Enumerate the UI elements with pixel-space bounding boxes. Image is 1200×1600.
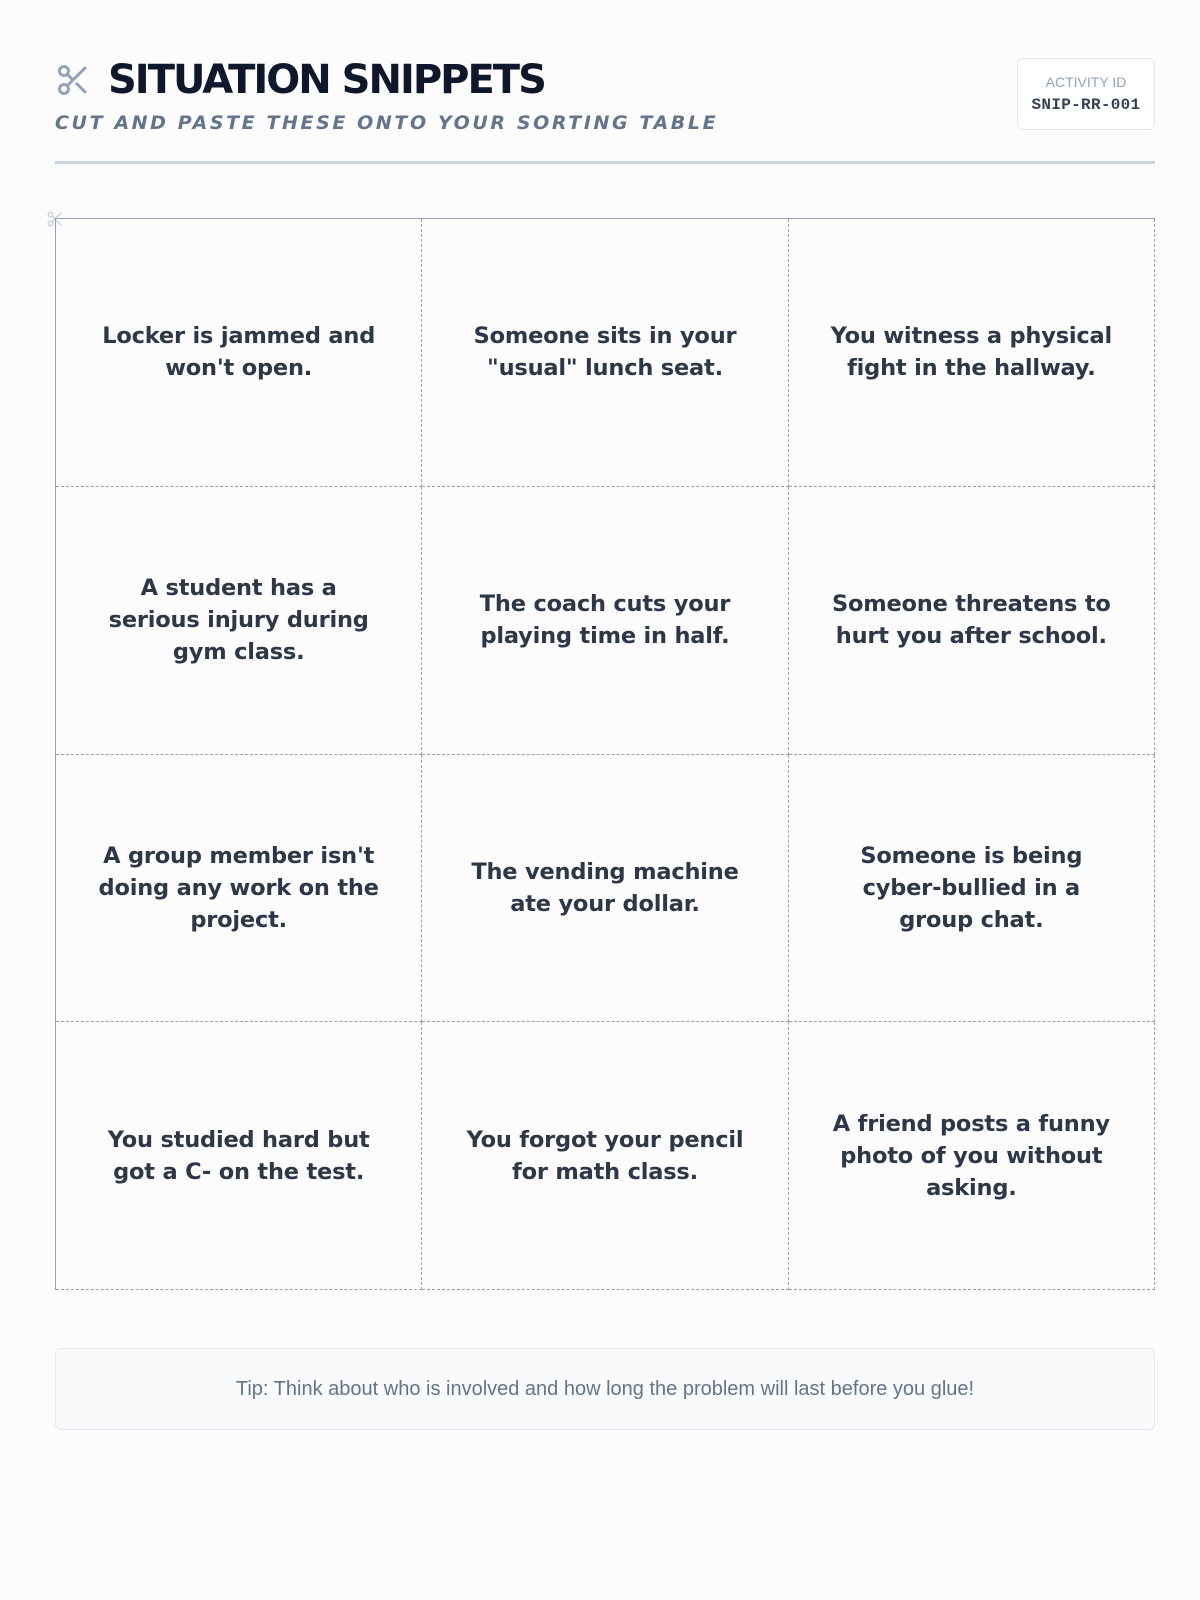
snippet-text: You studied hard but got a C- on the test.: [107, 1126, 370, 1185]
snippet-text: Locker is jammed and won't open.: [102, 323, 376, 382]
snippet-card[interactable]: [422, 755, 788, 1023]
snippet-text: A friend posts a funny photo of you without asking.: [832, 1110, 1110, 1201]
snippet-text: A group member isn't doing any work on the project.: [98, 842, 379, 933]
snippet-text: The coach cuts your playing time in half.: [479, 591, 731, 650]
snippet-card[interactable]: [422, 219, 788, 487]
snippet-card[interactable]: [56, 219, 422, 487]
snippet-card[interactable]: [789, 755, 1155, 1023]
scissors-icon: [55, 62, 91, 98]
tip-box: [55, 1348, 1155, 1430]
snippet-text: Someone threatens to hurt you after school.: [831, 591, 1111, 650]
title-row: [55, 56, 1155, 104]
snippet-card[interactable]: [56, 755, 422, 1023]
snippet-card[interactable]: [56, 487, 422, 755]
activity-id-value: SNIP-RR-001: [1031, 96, 1141, 114]
snippet-card[interactable]: [422, 487, 788, 755]
snippet-card[interactable]: [56, 1022, 422, 1290]
snippet-text: You forgot your pencil for math class.: [466, 1126, 744, 1185]
page-subtitle: CUT AND PASTE THESE ONTO YOUR SORTING TABLE: [55, 112, 719, 134]
page-title: SITUATION SNIPPETS: [108, 57, 545, 103]
snippet-text: Someone sits in your "usual" lunch seat.: [473, 323, 737, 382]
snippet-card[interactable]: [422, 1022, 788, 1290]
header: [55, 56, 1155, 164]
activity-id-label: ACTIVITY ID: [1045, 74, 1127, 90]
snippet-text: The vending machine ate your dollar.: [471, 858, 739, 917]
snippet-card[interactable]: [789, 1022, 1155, 1290]
snippet-card[interactable]: [789, 487, 1155, 755]
snippet-text: You witness a physical fight in the hallway.: [830, 323, 1113, 382]
snippet-card[interactable]: [789, 219, 1155, 487]
snippet-text: Someone is being cyber-bullied in a group chat.: [860, 842, 1083, 933]
snippet-text: A student has a serious injury during gym class.: [108, 575, 369, 666]
activity-id-box: [1017, 58, 1155, 130]
snippet-grid: [55, 218, 1155, 1290]
tip-text: Tip: Think about who is involved and how long the problem will last before you glue!: [235, 1377, 975, 1400]
